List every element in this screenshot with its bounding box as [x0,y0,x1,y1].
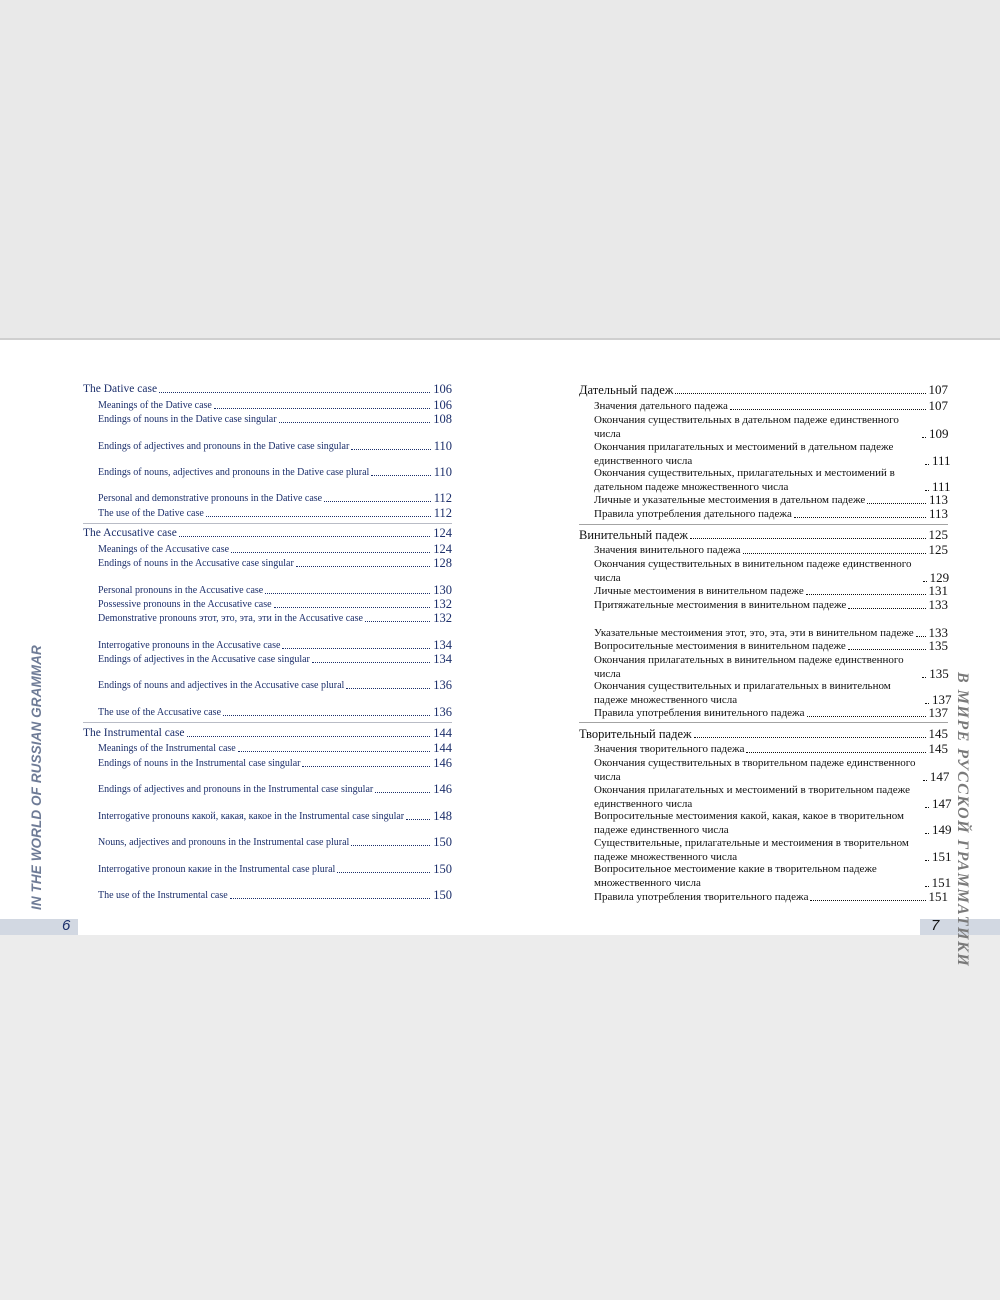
toc-entry[interactable]: Личные и указательные местоимения в дательном падеже 113 [594,492,948,507]
toc-entry[interactable]: Правила употребления дательного падежа 113 [594,506,948,521]
toc-entry[interactable]: Endings of nouns in the Accusative case singular 128 [98,556,452,570]
toc-entry[interactable]: Interrogative pronouns in the Accusative case 134 [98,638,452,652]
toc-entry[interactable]: Personal pronouns in the Accusative case 130 [98,583,452,597]
toc-entry[interactable]: Окончания существительных и прилагательных в винительном падеже множественного числа 137 [594,680,952,707]
right-page-number: 7 [931,917,940,934]
toc-entry[interactable]: Endings of nouns and adjectives in the Accusative case plural 136 [98,678,452,692]
left-spine-title: IN THE WORLD OF RUSSIAN GRAMMAR [29,645,44,910]
toc-entry[interactable]: Demonstrative pronouns этот, это, эта, эти in the Accusative case 132 [98,611,452,625]
toc-entry[interactable]: Endings of nouns in the Instrumental case singular 146 [98,756,452,770]
toc-entry[interactable]: Правила употребления винительного падежа 137 [594,705,948,720]
toc-entry[interactable]: Вопросительные местоимения в винительном падеже 135 [594,638,948,653]
toc-entry[interactable]: Personal and demonstrative pronouns in the Dative case 112 [98,491,452,505]
toc-entry[interactable]: Личные местоимения в винительном падеже 131 [594,583,948,598]
toc-entry[interactable]: Указательные местоимения этот, это, эта, эти в винительном падеже 133 [594,625,948,640]
toc-entry[interactable]: Значения винительного падежа 125 [594,542,948,557]
top-background [0,0,1000,338]
toc-entry[interactable]: Существительные, прилагательные и местоимения в творительном падеже множественного числа 151 [594,837,952,864]
toc-entry[interactable]: Вопросительные местоимения какой, какая, какое в творительном падеже единственного числа 149 [594,810,952,837]
toc-entry[interactable]: Meanings of the Instrumental case 144 [98,741,452,755]
toc-entry[interactable]: Endings of nouns, adjectives and pronouns in the Dative case plural 110 [98,465,452,479]
toc-entry[interactable]: Значения творительного падежа 145 [594,741,948,756]
toc-section-heading[interactable]: Дательный падеж 107 [579,382,948,397]
top-border [0,338,1000,340]
bottom-background [0,935,1000,1300]
toc-section-heading[interactable]: Творительный падеж 145 [579,726,948,741]
toc-entry[interactable]: Окончания существительных в творительном падеже единственного числа 147 [594,757,950,784]
section-divider [83,722,452,723]
toc-entry[interactable]: Значения дательного падежа 107 [594,398,948,413]
toc-section-heading[interactable]: The Instrumental case 144 [83,726,452,740]
toc-entry[interactable]: Endings of nouns in the Dative case singular 108 [98,412,452,426]
toc-entry[interactable]: The use of the Accusative case 136 [98,705,452,719]
toc-entry[interactable]: Endings of adjectives in the Accusative case singular 134 [98,652,452,666]
toc-entry[interactable]: Правила употребления творительного падежа 151 [594,889,948,904]
toc-section-heading[interactable]: The Accusative case 124 [83,526,452,540]
toc-section-heading[interactable]: Винительный падеж 125 [579,527,948,542]
toc-entry[interactable]: Nouns, adjectives and pronouns in the Instrumental case plural 150 [98,835,452,849]
toc-entry[interactable]: Possessive pronouns in the Accusative case 132 [98,597,452,611]
toc-entry[interactable]: Meanings of the Dative case 106 [98,398,452,412]
toc-entry[interactable]: Interrogative pronouns какой, какая, какое in the Instrumental case singular 148 [98,809,452,823]
toc-entry[interactable]: Endings of adjectives and pronouns in the Instrumental case singular 146 [98,782,452,796]
toc-entry[interactable]: Окончания существительных в винительном падеже единственного числа 129 [594,558,950,585]
left-page-number: 6 [62,917,71,934]
section-divider [579,524,948,525]
toc-entry[interactable]: The use of the Instrumental case 150 [98,888,452,902]
toc-entry[interactable]: Окончания существительных, прилагательных и местоимений в дательном падеже множественного числа 111 [594,467,951,494]
toc-entry[interactable]: The use of the Dative case 112 [98,506,452,520]
toc-entry[interactable]: Окончания прилагательных в винительном падеже единственного числа 135 [594,654,949,681]
section-divider [83,523,452,524]
toc-entry[interactable]: Притяжательные местоимения в винительном падеже 133 [594,597,948,612]
right-spine-title: В МИРЕ РУССКОЙ ГРАММАТИКИ [954,672,971,968]
toc-entry[interactable]: Interrogative pronoun какие in the Instrumental case plural 150 [98,862,452,876]
toc-entry[interactable]: Окончания существительных в дательном падеже единственного числа 109 [594,414,949,441]
toc-entry[interactable]: Вопросительное местоимение какие в творительном падеже множественного числа 151 [594,863,952,890]
toc-entry[interactable]: Окончания прилагательных и местоимений в творительном падеже единственного числа 147 [594,784,952,811]
section-divider [579,722,948,723]
toc-entry[interactable]: Meanings of the Accusative case 124 [98,542,452,556]
toc-entry[interactable]: Окончания прилагательных и местоимений в дательном падеже единственного числа 111 [594,441,951,468]
toc-entry[interactable]: Endings of adjectives and pronouns in the Dative case singular 110 [98,439,452,453]
toc-section-heading[interactable]: The Dative case 106 [83,382,452,396]
